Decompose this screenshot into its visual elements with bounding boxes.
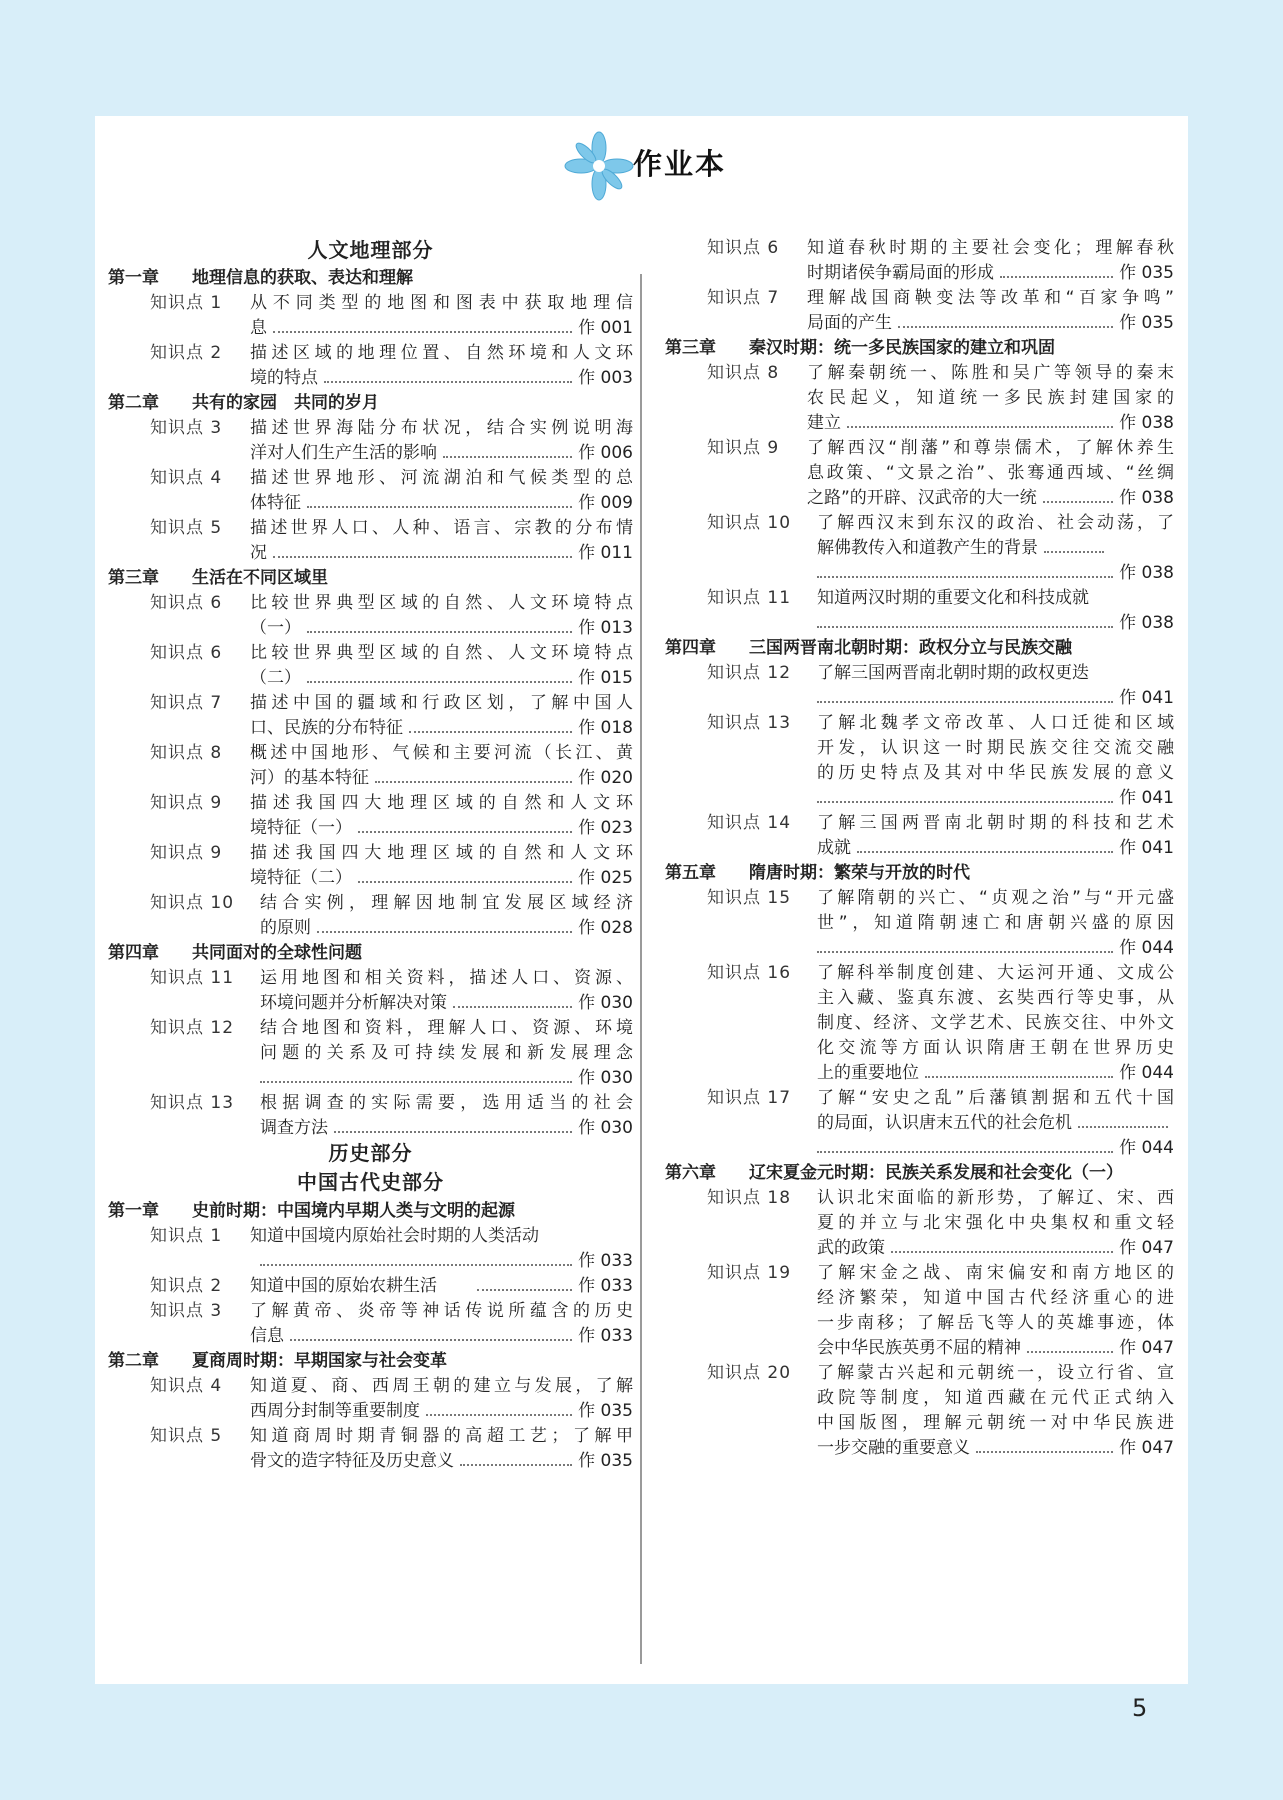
toc-entry-cont[interactable]: 之路”的开辟、汉武帝的大一统 作 038: [665, 484, 1174, 512]
toc-entry[interactable]: 知识点 13 根据调查的实际需要，选用适当的社会: [150, 1093, 633, 1113]
toc-entry-cont[interactable]: 化交流等方面认识隋唐王朝在世界历史: [817, 1038, 1174, 1058]
page-ref: 作 006: [578, 443, 633, 463]
chapter-heading: 第四章 共同面对的全球性问题: [108, 943, 362, 963]
toc-entry[interactable]: 知识点 6 比较世界典型区域的自然、人文环境特点: [150, 643, 633, 663]
toc-entry[interactable]: 知识点 2 知道中国的原始农耕生活 作 033: [108, 1272, 633, 1300]
toc-entry-cont[interactable]: [665, 1134, 1174, 1162]
toc-entry-cont[interactable]: 调查方法 作 030: [108, 1114, 633, 1142]
toc-entry-cont[interactable]: 西周分封制等重要制度 作 035: [108, 1397, 633, 1425]
toc-entry[interactable]: 知识点 20 了解蒙古兴起和元朝统一，设立行省、宣: [707, 1363, 1174, 1383]
toc-entry-cont[interactable]: 境特征（二） 作 025: [108, 864, 633, 892]
page-ref: 作 035: [1119, 263, 1174, 283]
toc-entry[interactable]: 知识点 4 知道夏、商、西周王朝的建立与发展，了解: [150, 1376, 633, 1396]
chapter-heading: 第三章 秦汉时期：统一多民族国家的建立和巩固: [665, 338, 1055, 358]
page-ref: 作 038: [1119, 613, 1174, 633]
section-heading: 历史部分: [328, 1141, 413, 1165]
page-ref: 作 011: [578, 543, 633, 563]
header: [95, 130, 1188, 190]
chapter-heading: 第六章 辽宋夏金元时期：民族关系发展和社会变化（一）: [665, 1163, 1123, 1183]
toc-entry[interactable]: 知识点 17 了解“安史之乱”后藩镇割据和五代十国: [707, 1088, 1174, 1108]
toc-entry[interactable]: 知识点 9 了解西汉“削藩”和尊崇儒术，了解休养生: [707, 438, 1174, 458]
toc-entry-cont[interactable]: 的局面，认识唐末五代的社会危机: [665, 1109, 1174, 1137]
page-ref: 作 041: [1119, 788, 1174, 808]
chapter-heading: 第一章 地理信息的获取、表达和理解: [108, 268, 413, 288]
toc-entry-cont[interactable]: 建立 作 038: [665, 409, 1174, 437]
page-ref: 作 028: [578, 918, 633, 938]
toc-entry-cont[interactable]: [108, 1247, 633, 1275]
toc-entry-cont[interactable]: 经济繁荣，知道中国古代经济重心的进: [817, 1288, 1174, 1308]
page-ref: 作 047: [1119, 1338, 1174, 1358]
column-divider: [640, 274, 642, 1664]
page-ref: 作 001: [578, 318, 633, 338]
page-ref: 作 009: [578, 493, 633, 513]
section-heading: 中国古代史部分: [297, 1170, 444, 1194]
toc-entry-cont[interactable]: 局面的产生 作 035: [665, 309, 1174, 337]
toc-entry-cont[interactable]: 息政策、“文景之治”、张骞通西域、“丝绸: [807, 463, 1174, 483]
page-ref: 作 044: [1119, 1063, 1174, 1083]
toc-entry[interactable]: 知识点 12 了解三国两晋南北朝时期的政权更迭: [707, 663, 1089, 683]
toc-entry[interactable]: 知识点 18 认识北宋面临的新形势，了解辽、宋、西: [707, 1188, 1174, 1208]
toc-entry-cont[interactable]: 信息 作 033: [108, 1322, 633, 1350]
toc-entry[interactable]: 知识点 9 描述我国四大地理区域的自然和人文环: [150, 793, 633, 813]
toc-entry[interactable]: 知识点 13 了解北魏孝文帝改革、人口迁徙和区域: [707, 713, 1174, 733]
page-ref: 作 035: [578, 1401, 633, 1421]
toc-entry-cont[interactable]: 体特征 作 009: [108, 489, 633, 517]
toc-entry[interactable]: 知识点 6 知道春秋时期的主要社会变化；理解春秋: [707, 238, 1174, 258]
page-ref: 作 038: [1119, 413, 1174, 433]
chapter-heading: 第五章 隋唐时期：繁荣与开放的时代: [665, 863, 970, 883]
chapter-heading: 第三章 生活在不同区域里: [108, 568, 328, 588]
toc-entry[interactable]: 知识点 12 结合地图和资料，理解人口、资源、环境: [150, 1018, 633, 1038]
page-ref: 作 033: [578, 1276, 633, 1296]
toc-entry-cont[interactable]: 政院等制度，知道西藏在元代正式纳入: [817, 1388, 1174, 1408]
toc-entry-cont[interactable]: 时期诸侯争霸局面的形成 作 035: [665, 259, 1174, 287]
toc-entry-cont[interactable]: 武的政策 作 047: [665, 1234, 1174, 1262]
toc-entry[interactable]: 知识点 1 从不同类型的地图和图表中获取地理信: [150, 293, 633, 313]
page-ref: 作 044: [1119, 1138, 1174, 1158]
chapter-heading: 第一章 史前时期：中国境内早期人类与文明的起源: [108, 1201, 515, 1221]
toc-entry[interactable]: 知识点 14 了解三国两晋南北朝时期的科技和艺术: [707, 813, 1174, 833]
toc-entry-cont[interactable]: 环境问题并分析解决对策 作 030: [108, 989, 633, 1017]
toc-entry[interactable]: 知识点 1 知道中国境内原始社会时期的人类活动: [150, 1226, 539, 1246]
page-ref: 作 033: [578, 1251, 633, 1271]
page-number: 5: [1132, 1694, 1148, 1722]
toc-entry-cont[interactable]: 境的特点 作 003: [108, 364, 633, 392]
chapter-heading: 第二章 夏商周时期：早期国家与社会变革: [108, 1351, 447, 1371]
toc-entry-cont[interactable]: 农民起义，知道统一多民族封建国家的: [807, 388, 1174, 408]
toc-entry[interactable]: 知识点 5 知道商周时期青铜器的高超工艺；了解甲: [150, 1426, 633, 1446]
page-sheet: [95, 116, 1188, 1684]
section-heading: 人文地理部分: [307, 238, 434, 262]
page-ref: 作 044: [1119, 938, 1174, 958]
toc-entry[interactable]: 知识点 7 描述中国的疆域和行政区划，了解中国人: [150, 693, 633, 713]
toc-entry[interactable]: 知识点 8 概述中国地形、气候和主要河流（长江、黄: [150, 743, 633, 763]
toc-entry-cont[interactable]: 息 作 001: [108, 314, 633, 342]
toc-entry-cont[interactable]: 会中华民族英勇不屈的精神 作 047: [665, 1334, 1174, 1362]
toc-entry-cont[interactable]: 上的重要地位 作 044: [665, 1059, 1174, 1087]
toc-entry-cont[interactable]: 一步南移；了解岳飞等人的英雄事迹，体: [817, 1313, 1174, 1333]
page-ref: 作 047: [1119, 1238, 1174, 1258]
toc-entry-cont[interactable]: [665, 609, 1174, 637]
page-ref: 作 018: [578, 718, 633, 738]
flower-icon: [563, 130, 635, 202]
toc-entry[interactable]: 知识点 8 了解秦朝统一、陈胜和吴广等领导的秦末: [707, 363, 1174, 383]
toc-entry-cont[interactable]: [665, 934, 1174, 962]
page-ref: 作 041: [1119, 688, 1174, 708]
page-ref: 作 013: [578, 618, 633, 638]
page-ref: 作 033: [578, 1326, 633, 1346]
page-ref: 作 030: [578, 1068, 633, 1088]
toc-entry-cont[interactable]: 主入藏、鉴真东渡、玄奘西行等史事，从: [817, 988, 1174, 1008]
toc-entry-cont[interactable]: 一步交融的重要意义 作 047: [665, 1434, 1174, 1462]
page-ref: 作 030: [578, 1118, 633, 1138]
toc-entry[interactable]: 知识点 10 结合实例，理解因地制宜发展区域经济: [150, 893, 633, 913]
toc-entry-cont[interactable]: 河）的基本特征 作 020: [108, 764, 633, 792]
page-ref: 作 030: [578, 993, 633, 1013]
toc-entry-cont[interactable]: 制度、经济、文学艺术、民族交往、中外文: [817, 1013, 1174, 1033]
toc-entry-cont[interactable]: 解佛教传入和道教产生的背景: [665, 534, 1174, 562]
toc-entry-cont[interactable]: 夏的并立与北宋强化中央集权和重文轻: [817, 1213, 1174, 1233]
page-title: 作业本: [633, 147, 727, 181]
toc-entry-cont[interactable]: 口、民族的分布特征 作 018: [108, 714, 633, 742]
toc-entry-cont[interactable]: [665, 784, 1174, 812]
page-ref: 作 025: [578, 868, 633, 888]
page-ref: 作 015: [578, 668, 633, 688]
toc-entry[interactable]: 知识点 11 知道两汉时期的重要文化和科技成就: [707, 588, 1089, 608]
toc-entry-cont[interactable]: 况 作 011: [108, 539, 633, 567]
toc-entry-cont[interactable]: 的原则 作 028: [108, 914, 633, 942]
page-ref: 作 023: [578, 818, 633, 838]
toc-entry[interactable]: 知识点 2 描述区域的地理位置、自然环境和人文环: [150, 343, 633, 363]
toc-entry-cont[interactable]: [108, 1064, 633, 1092]
toc-entry-cont[interactable]: [665, 559, 1174, 587]
toc-entry-cont[interactable]: 开发，认识这一时期民族交往交流交融: [817, 738, 1174, 758]
toc-entry[interactable]: 知识点 3 了解黄帝、炎帝等神话传说所蕴含的历史: [150, 1301, 633, 1321]
toc-entry[interactable]: 知识点 5 描述世界人口、人种、语言、宗教的分布情: [150, 518, 633, 538]
chapter-heading: 第二章 共有的家园 共同的岁月: [108, 393, 379, 413]
toc-entry-cont[interactable]: 境特征（一） 作 023: [108, 814, 633, 842]
toc-entry-cont[interactable]: 洋对人们生产生活的影响 作 006: [108, 439, 633, 467]
toc-entry[interactable]: 知识点 4 描述世界地形、河流湖泊和气候类型的总: [150, 468, 633, 488]
page-ref: 作 038: [1119, 563, 1174, 583]
toc-entry[interactable]: 知识点 19 了解宋金之战、南宋偏安和南方地区的: [707, 1263, 1174, 1283]
toc-entry-cont[interactable]: 世”，知道隋朝速亡和唐朝兴盛的原因: [817, 913, 1174, 933]
toc-entry[interactable]: 知识点 7 理解战国商鞅变法等改革和“百家争鸣”: [707, 288, 1174, 308]
toc-entry-cont[interactable]: （二） 作 015: [108, 664, 633, 692]
page-ref: 作 020: [578, 768, 633, 788]
toc-entry[interactable]: 知识点 3 描述世界海陆分布状况，结合实例说明海: [150, 418, 633, 438]
page-ref: 作 038: [1119, 488, 1174, 508]
page-ref: 作 003: [578, 368, 633, 388]
toc-entry[interactable]: 知识点 16 了解科举制度创建、大运河开通、文成公: [707, 963, 1174, 983]
toc-entry-cont[interactable]: 骨文的造字特征及历史意义 作 035: [108, 1447, 633, 1475]
chapter-heading: 第四章 三国两晋南北朝时期：政权分立与民族交融: [665, 638, 1072, 658]
toc-entry[interactable]: 知识点 9 描述我国四大地理区域的自然和人文环: [150, 843, 633, 863]
toc-entry-cont[interactable]: （一） 作 013: [108, 614, 633, 642]
page-ref: 作 041: [1119, 838, 1174, 858]
toc-entry-cont[interactable]: 问题的关系及可持续发展和新发展理念: [260, 1043, 633, 1063]
page-ref: 作 047: [1119, 1438, 1174, 1458]
toc-entry[interactable]: 知识点 6 比较世界典型区域的自然、人文环境特点: [150, 593, 633, 613]
page-ref: 作 035: [578, 1451, 633, 1471]
toc-entry[interactable]: 知识点 15 了解隋朝的兴亡、“贞观之治”与“开元盛: [707, 888, 1174, 908]
toc-entry[interactable]: 知识点 10 了解西汉末到东汉的政治、社会动荡，了: [707, 513, 1174, 533]
toc-entry-cont[interactable]: 成就 作 041: [665, 834, 1174, 862]
toc-entry-cont[interactable]: 的历史特点及其对中华民族发展的意义: [817, 763, 1174, 783]
toc-entry-cont[interactable]: 中国版图，理解元朝统一对中华民族进: [817, 1413, 1174, 1433]
toc-entry[interactable]: 知识点 11 运用地图和相关资料，描述人口、资源、: [150, 968, 633, 988]
page-ref: 作 035: [1119, 313, 1174, 333]
toc-entry-cont[interactable]: [665, 684, 1174, 712]
